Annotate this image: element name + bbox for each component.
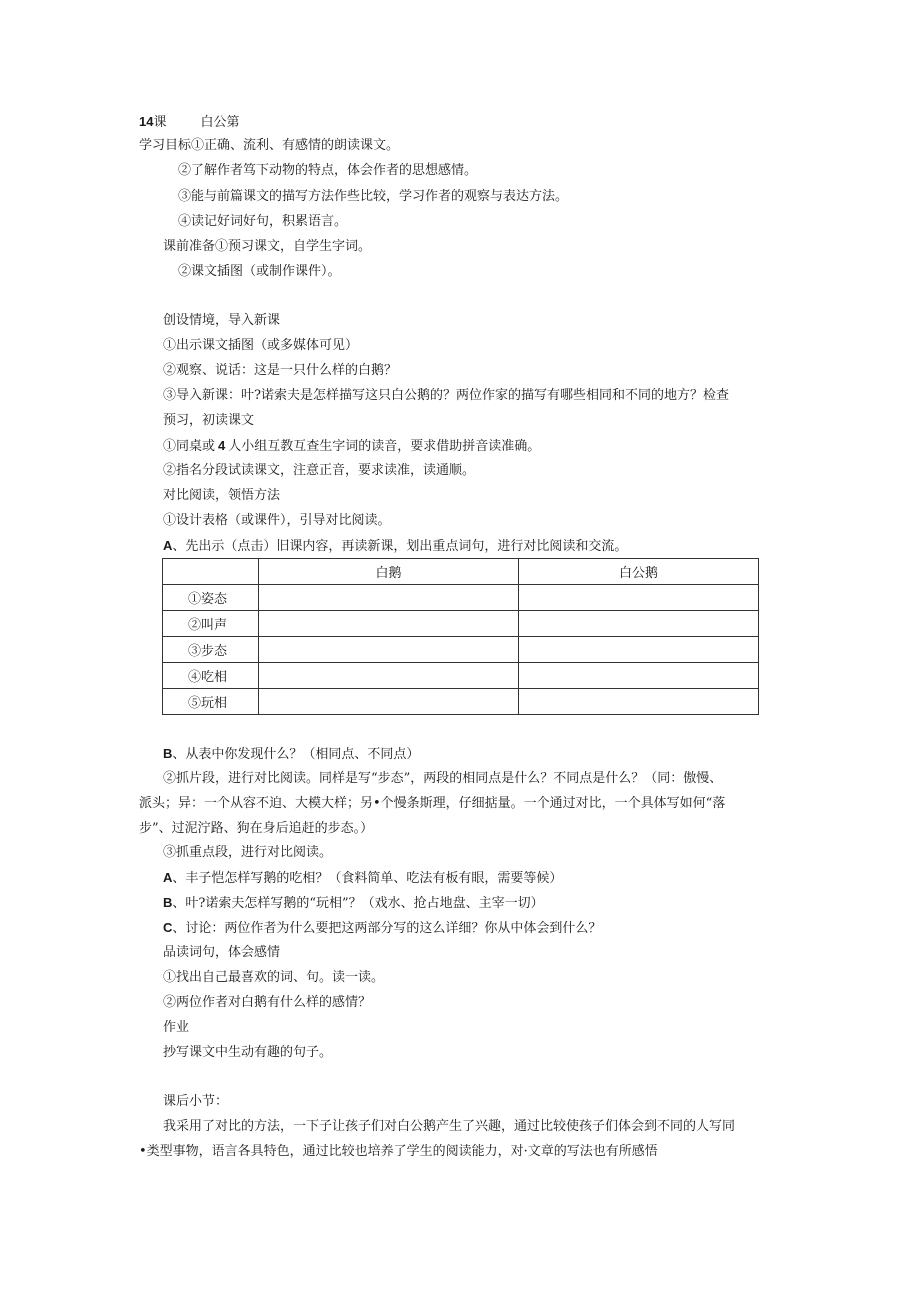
table-cell [259,585,519,611]
table-cell [519,585,759,611]
item-letter: B [163,895,173,910]
table-row-label: ③步态 [163,637,259,663]
paragraph-line [163,437,540,456]
table-cell [259,637,519,663]
text-span: ①同桌或 [163,439,216,454]
section-title: 对比阅读，领悟方法 [163,488,281,503]
item-letter: A [163,870,173,885]
table-cell [519,689,759,715]
goal-item: ①正确、流利、有感情的朗读课文。 [191,138,400,153]
text-span: 、叶?诺索夫怎样写鹅的“玩相”？（戏水、抢占地盘、主宰一切） [172,896,544,911]
paragraph-line [163,745,419,764]
paragraph-line: ②观察、说话：这是一只什么样的白鹅？ [163,363,398,378]
table-header-row [163,559,759,585]
paragraph-line: ①找出自己最喜欢的词、句。读一读。 [163,970,385,985]
paragraph-line: ②两位作者对白鹅有什么样的感情？ [163,995,372,1010]
table-row-label: ④吃相 [163,663,259,689]
table-cell [259,611,519,637]
item-letter: A [163,538,173,553]
table-cell [259,663,519,689]
goal-item: ④读记好词好句，积累语言。 [178,214,348,229]
text-span: 、从表中你发现什么？（相同点、不同点） [172,747,420,762]
table-cell [519,611,759,637]
prep-item: ②课文插图（或制作课件）。 [178,264,341,279]
goal-item: ②了解作者笃下动物的特点，体会作者的思想感情。 [178,163,478,178]
prep-line-1 [163,238,371,256]
section-title: 课后小节： [163,1094,229,1109]
lesson-heading [139,113,240,132]
goals-line-1 [139,137,399,155]
paragraph-line: 预习，初读课文 [163,413,255,428]
paragraph-line: 我采用了对比的方法，一下子让孩子们对白公鹅产生了兴趣，通过比较使孩子们体会到不同的人写同 [163,1119,736,1134]
paragraph-line [163,537,627,556]
table-cell [259,689,519,715]
text-span: 、讨论：两位作者为什么要把这两部分写的这么详细？你从中体会到什么？ [172,921,602,936]
paragraph-line: ②抓片段，进行对比阅读。同样是写“步态”，两段的相同点是什么？不同点是什么？（同：傲慢、 [163,771,723,786]
table-cell [519,663,759,689]
paragraph-line: ③抓重点段，进行对比阅读。 [163,845,333,860]
table-header-cell: 白鹅 [259,559,519,585]
paragraph-line: 抄写课文中生动有趣的句子。 [163,1045,333,1060]
paragraph-line: 派头；异：一个从容不迫、大模大样；另•个慢条斯理，仔细掂量。一个通过对比，一个具体写如何“落 [139,796,726,811]
table-row [163,689,759,715]
table-row-label: ①姿态 [163,585,259,611]
table-row-label: ⑤玩相 [163,689,259,715]
table-row [163,585,759,611]
table-row [163,663,759,689]
item-letter: C [163,920,173,935]
prep-item: ①预习课文，自学生字词。 [215,239,372,254]
paragraph-line: ③导入新课：叶?诺索夫是怎样描写这只白公鹅的？两位作家的描写有哪些相同和不同的地方？检查 [163,388,729,403]
text-span: 人小组互教互查生字词的读音，要求借助拼音读准确。 [228,439,541,454]
table-row [163,637,759,663]
goal-item: ③能与前篇课文的描写方法作些比较，学习作者的观察与表达方法。 [178,189,569,204]
lesson-unit: 课 [153,115,167,130]
paragraph-line [163,894,544,913]
goals-label: 学习目标 [139,138,192,153]
table-header-cell [163,559,259,585]
group-size-number: 4 [218,438,226,453]
table-row [163,611,759,637]
table-row-label: ②叫声 [163,611,259,637]
paragraph-line: •类型事物，语言各具特色，通过比较也培养了学生的阅读能力，对·文章的写法也有所感悟 [139,1144,658,1159]
lesson-number: 14 [139,114,154,129]
paragraph-line: ①出示课文插图（或多媒体可见） [163,338,359,353]
lesson-title: 白公第 [200,115,240,130]
text-span: 、先出示（点击）旧课内容，再读新课，划出重点词句，进行对比阅读和交流。 [172,539,628,554]
paragraph-line: ①设计表格（或课件），引导对比阅读。 [163,513,391,528]
paragraph-line [163,919,601,938]
table-cell [519,637,759,663]
section-title: 创设情境，导入新课 [163,313,281,328]
section-title: 作业 [163,1020,190,1035]
text-span: 、丰子恺怎样写鹅的吃相？（食料简单、吃法有板有眼，需要等候） [172,871,563,886]
paragraph-line [163,869,562,888]
paragraph-line: ②指名分段试读课文，注意正音，要求读准，读通顺。 [163,463,476,478]
table-header-cell: 白公鹅 [519,559,759,585]
paragraph-line: 步”、过泥泞路、狗在身后追赶的步态。） [139,821,374,836]
comparison-table [162,558,759,715]
section-title: 品读词句，体会感情 [163,945,281,960]
prep-label: 课前准备 [163,239,216,254]
item-letter: B [163,746,173,761]
